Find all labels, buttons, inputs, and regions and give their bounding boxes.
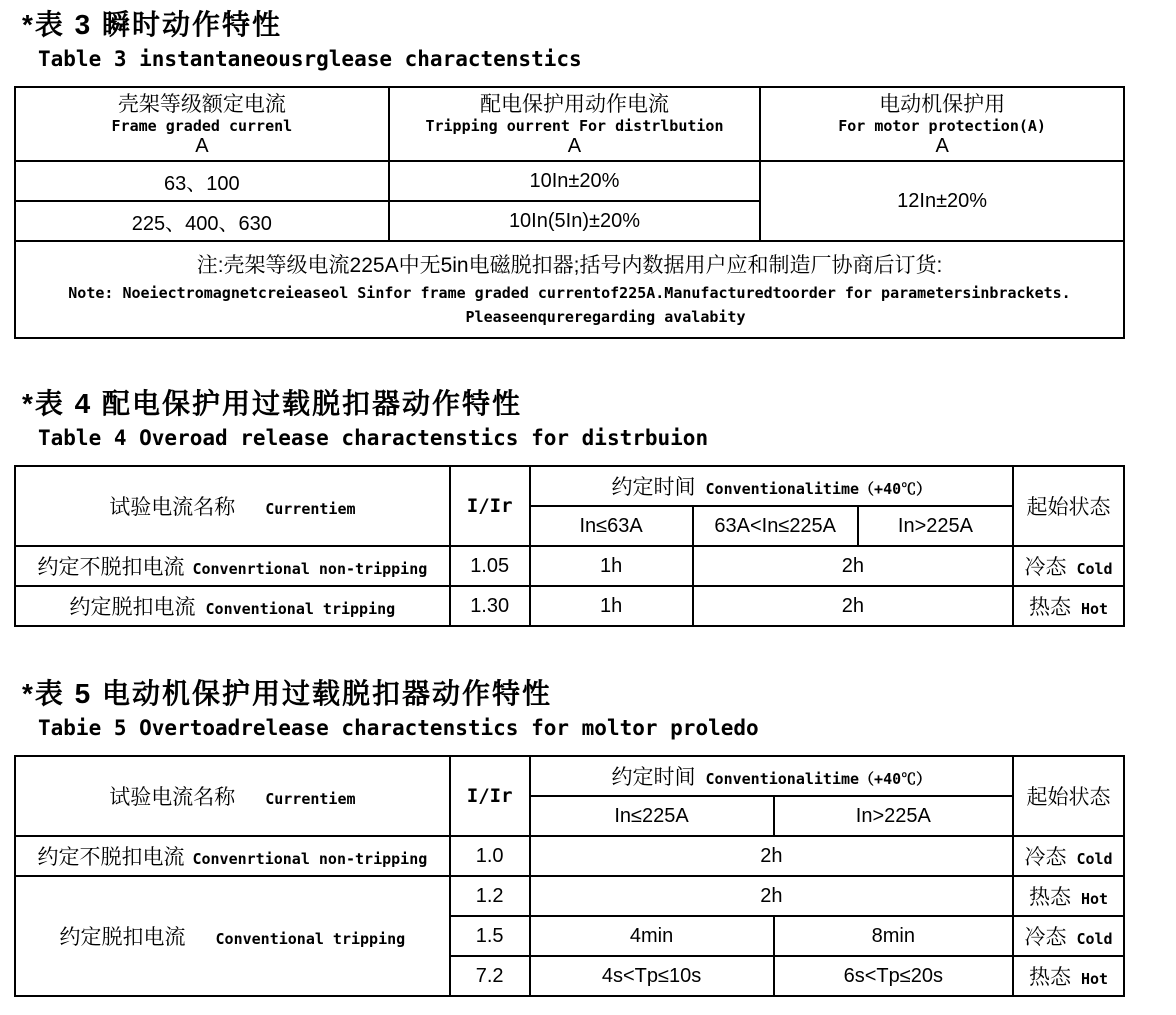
table4-title-zh: *表 4 配电保护用过载脱扣器动作特性 <box>22 388 523 419</box>
status-en: Cold <box>1076 560 1113 578</box>
time-value-le63: 1h <box>530 586 693 626</box>
status-cell <box>1013 916 1124 956</box>
header-distribution-zh: 配电保护用动作电流 <box>479 92 669 116</box>
table3-header-row <box>15 87 1124 161</box>
table5-title-zh: *表 5 电动机保护用过载脱扣器动作特性 <box>22 678 553 709</box>
time-value-merged: 2h <box>530 836 1014 876</box>
table4-subcol-3: In>225A <box>858 506 1013 546</box>
frame-current-value: 225、400、630 <box>15 201 389 241</box>
status-cell <box>1013 956 1124 996</box>
table4-subcol-1: In≤63A <box>530 506 693 546</box>
row-name-zh: 约定不脱扣电流 <box>37 846 185 869</box>
status-en: Cold <box>1076 930 1113 948</box>
table5-header-ratio: I/Ir <box>450 756 530 836</box>
header-time-en: Conventionalitime（+40℃） <box>705 770 932 788</box>
table3-header-distribution <box>389 87 761 161</box>
table3-title-en: Table 3 instantaneousrglease charactenstics <box>38 47 582 71</box>
row-name-cell <box>15 546 450 586</box>
header-motor-zh: 电动机保护用 <box>879 92 1006 116</box>
time-value-le225: 4min <box>530 916 774 956</box>
table5-header-name <box>15 756 450 836</box>
table4-header-status: 起始状态 <box>1013 466 1124 546</box>
header-name-zh: 试验电流名称 <box>109 496 236 519</box>
table4-subcol-2: 63A<In≤225A <box>693 506 858 546</box>
row-name-cell <box>15 836 450 876</box>
motor-trip-value-merged: 12In±20% <box>760 161 1124 241</box>
status-en: Hot <box>1080 600 1109 618</box>
status-en: Cold <box>1076 850 1113 868</box>
table4-title-en: Table 4 Overoad release charactenstics for distrbuion <box>38 426 709 450</box>
time-value-merged: 2h <box>530 876 1014 916</box>
note-zh: 注:壳架等级电流225A中无5in电磁脱扣器;括号内数据用户应和制造厂协商后订货: <box>196 253 943 277</box>
header-frame-unit: A <box>195 134 209 157</box>
row-name-en: Convenrtional non-tripping <box>192 850 428 868</box>
time-value-gt225: 6s<Tp≤20s <box>774 956 1014 996</box>
ratio-value: 1.30 <box>450 586 530 626</box>
table3-note-row <box>15 241 1124 338</box>
table5-title-en: Tabie 5 Overtoadrelease charactenstics for moltor proledo <box>38 716 759 740</box>
section-table3 <box>0 0 1176 339</box>
table4-header-name <box>15 466 450 546</box>
distribution-trip-value: 10In±20% <box>389 161 761 201</box>
table5-subcol-1: In≤225A <box>530 796 774 836</box>
row-name-en: Convenrtional non-tripping <box>192 560 428 578</box>
section-table5 <box>0 677 1176 997</box>
row-name-cell <box>15 586 450 626</box>
row-name-zh: 约定脱扣电流 <box>59 926 186 949</box>
header-name-en: Currentiem <box>265 500 356 518</box>
header-name-zh: 试验电流名称 <box>109 786 236 809</box>
status-cell <box>1013 586 1124 626</box>
distribution-trip-value: 10In(5In)±20% <box>389 201 761 241</box>
status-zh: 热态 <box>1028 886 1071 909</box>
note-en-line1: Note: Noeiectromagnetcreieaseol Sinfor frame graded currentof225A.Manufacturedtoorder for parametersinbrackets. <box>68 283 1071 302</box>
ratio-value: 1.0 <box>450 836 530 876</box>
header-motor-unit: A <box>935 134 949 157</box>
status-zh: 冷态 <box>1024 926 1067 949</box>
header-time-zh: 约定时间 <box>611 766 696 789</box>
ratio-value: 7.2 <box>450 956 530 996</box>
note-en-line2: Pleaseenqureregarding avalabity <box>465 307 746 326</box>
frame-current-value: 63、100 <box>15 161 389 201</box>
table3-header-frame <box>15 87 389 161</box>
table5-header-row-1 <box>15 756 1124 796</box>
table5-header-conventional-time <box>530 756 1014 796</box>
section-table4 <box>0 387 1176 627</box>
table4-header-ratio: I/Ir <box>450 466 530 546</box>
header-time-zh: 约定时间 <box>611 476 696 499</box>
header-name-en: Currentiem <box>265 790 356 808</box>
table4-header-conventional-time <box>530 466 1014 506</box>
table5-row-tripping-1 <box>15 876 1124 916</box>
table5-header-status: 起始状态 <box>1013 756 1124 836</box>
time-value-gt63-merged: 2h <box>693 586 1013 626</box>
row-name-en: Conventional tripping <box>215 930 406 948</box>
status-zh: 热态 <box>1028 966 1071 989</box>
table3 <box>14 86 1125 339</box>
table3-header-motor <box>760 87 1124 161</box>
table3-row-1 <box>15 161 1124 201</box>
tripping-name-cell-merged <box>15 876 450 996</box>
table4-row-tripping <box>15 586 1124 626</box>
header-time-en: Conventionalitime（+40℃） <box>705 480 932 498</box>
table5-row-non-tripping <box>15 836 1124 876</box>
time-value-gt63-merged: 2h <box>693 546 1013 586</box>
table4 <box>14 465 1125 627</box>
status-cell <box>1013 546 1124 586</box>
row-name-zh: 约定不脱扣电流 <box>37 556 185 579</box>
table4-header-row-1 <box>15 466 1124 506</box>
time-value-le63: 1h <box>530 546 693 586</box>
table4-row-non-tripping <box>15 546 1124 586</box>
header-distribution-en: Tripping ourrent For distrlbution <box>425 116 724 135</box>
table5 <box>14 755 1125 997</box>
ratio-value: 1.2 <box>450 876 530 916</box>
table5-subcol-2: In>225A <box>774 796 1014 836</box>
status-zh: 热态 <box>1028 596 1071 619</box>
ratio-value: 1.05 <box>450 546 530 586</box>
header-frame-en: Frame graded currenl <box>111 116 293 135</box>
status-zh: 冷态 <box>1024 556 1067 579</box>
row-name-zh: 约定脱扣电流 <box>69 596 196 619</box>
status-zh: 冷态 <box>1024 846 1067 869</box>
row-name-en: Conventional tripping <box>205 600 396 618</box>
header-motor-en: For motor protection(A) <box>838 116 1046 135</box>
status-cell <box>1013 836 1124 876</box>
status-en: Hot <box>1080 890 1109 908</box>
status-en: Hot <box>1080 970 1109 988</box>
time-value-le225: 4s<Tp≤10s <box>530 956 774 996</box>
table3-title-zh: *表 3 瞬时动作特性 <box>22 9 283 40</box>
status-cell <box>1013 876 1124 916</box>
time-value-gt225: 8min <box>774 916 1014 956</box>
header-frame-zh: 壳架等级额定电流 <box>117 92 286 116</box>
ratio-value: 1.5 <box>450 916 530 956</box>
table3-note-cell <box>15 241 1124 338</box>
header-distribution-unit: A <box>567 134 582 157</box>
